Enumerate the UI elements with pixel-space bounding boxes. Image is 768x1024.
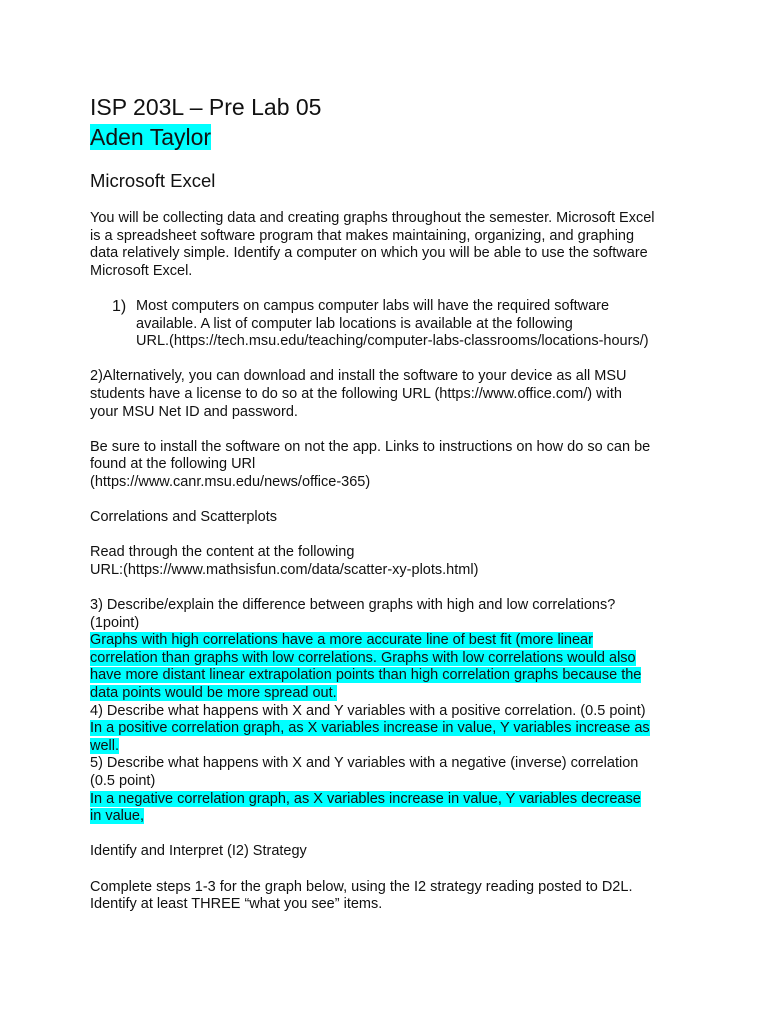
- author-name: [90, 122, 690, 152]
- answer-4: [90, 720, 690, 755]
- text-line: students have a license to do so at the following URL (https://www.office.com/) with: [90, 385, 622, 402]
- read-paragraph: [90, 544, 690, 579]
- text-line: available. A list of computer lab locations is available at the following: [136, 315, 573, 332]
- document-body: [90, 92, 690, 914]
- highlighted-line: In a negative correlation graph, as X variables increase in value, Y variables decrease: [90, 790, 641, 807]
- text-line: Microsoft Excel.: [90, 262, 193, 279]
- highlighted-line: have more distant linear extrapolation points than high correlation graphs because the: [90, 667, 642, 684]
- section-heading-excel: Microsoft Excel: [90, 170, 216, 191]
- text-line: 3) Describe/explain the difference between graphs with high and low correlations?: [90, 597, 616, 614]
- i2-instructions: [90, 879, 690, 914]
- highlighted-line: correlation than graphs with low correlations. Graphs with low correlations would also: [90, 649, 636, 666]
- question-5: [90, 755, 690, 790]
- author-highlight: Aden Taylor: [90, 124, 212, 150]
- document-title: ISP 203L – Pre Lab 05: [90, 94, 322, 120]
- text-line: data relatively simple. Identify a computer on which you will be able to use the software: [90, 245, 648, 262]
- highlighted-line: In a positive correlation graph, as X variables increase in value, Y variables increase as: [90, 720, 650, 737]
- text-line: You will be collecting data and creating graphs throughout the semester. Microsoft Excel: [90, 210, 655, 226]
- text-line: Identify at least THREE “what you see” items.: [90, 896, 383, 913]
- text-line: (https://www.canr.msu.edu/news/office-365): [90, 473, 371, 490]
- section-heading-i2: Identify and Interpret (I2) Strategy: [90, 843, 307, 860]
- answer-5: [90, 791, 690, 826]
- text-line: URL:(https://www.mathsisfun.com/data/scatter-xy-plots.html): [90, 561, 479, 578]
- text-line: (1point): [90, 614, 140, 631]
- text-line: URL.(https://tech.msu.edu/teaching/computer-labs-classrooms/locations-hours/): [136, 333, 649, 350]
- install-paragraph: [90, 439, 690, 492]
- highlighted-line: well.: [90, 737, 120, 754]
- question-3: [90, 597, 690, 632]
- text-line: Be sure to install the software on not the app. Links to instructions on how do so can be: [90, 438, 651, 455]
- text-line: is a spreadsheet software program that makes maintaining, organizing, and graphing: [90, 227, 635, 244]
- text-line: Read through the content at the following: [90, 544, 355, 561]
- highlighted-line: Graphs with high correlations have a more accurate line of best fit (more linear: [90, 632, 593, 649]
- list-item-text: [136, 298, 690, 351]
- answer-3: [90, 632, 690, 702]
- section-heading-correlations: Correlations and Scatterplots: [90, 509, 277, 526]
- text-line: Most computers on campus computer labs will have the required software: [136, 297, 610, 314]
- list-number: 1): [112, 297, 127, 315]
- highlighted-line: in value,: [90, 808, 145, 825]
- text-line: 2)Alternatively, you can download and install the software to your device as all MSU: [90, 368, 627, 385]
- item-2-paragraph: [90, 368, 690, 421]
- text-line: your MSU Net ID and password.: [90, 403, 298, 420]
- text-line: Complete steps 1-3 for the graph below, using the I2 strategy reading posted to D2L.: [90, 878, 633, 895]
- question-4: 4) Describe what happens with X and Y variables with a positive correlation. (0.5 point): [90, 702, 646, 719]
- text-line: found at the following URl: [90, 456, 256, 473]
- excel-intro-paragraph: [90, 210, 690, 280]
- list-item-1: [90, 298, 690, 351]
- text-line: 5) Describe what happens with X and Y variables with a negative (inverse) correlation: [90, 755, 639, 772]
- highlighted-line: data points would be more spread out.: [90, 685, 337, 702]
- text-line: (0.5 point): [90, 773, 156, 789]
